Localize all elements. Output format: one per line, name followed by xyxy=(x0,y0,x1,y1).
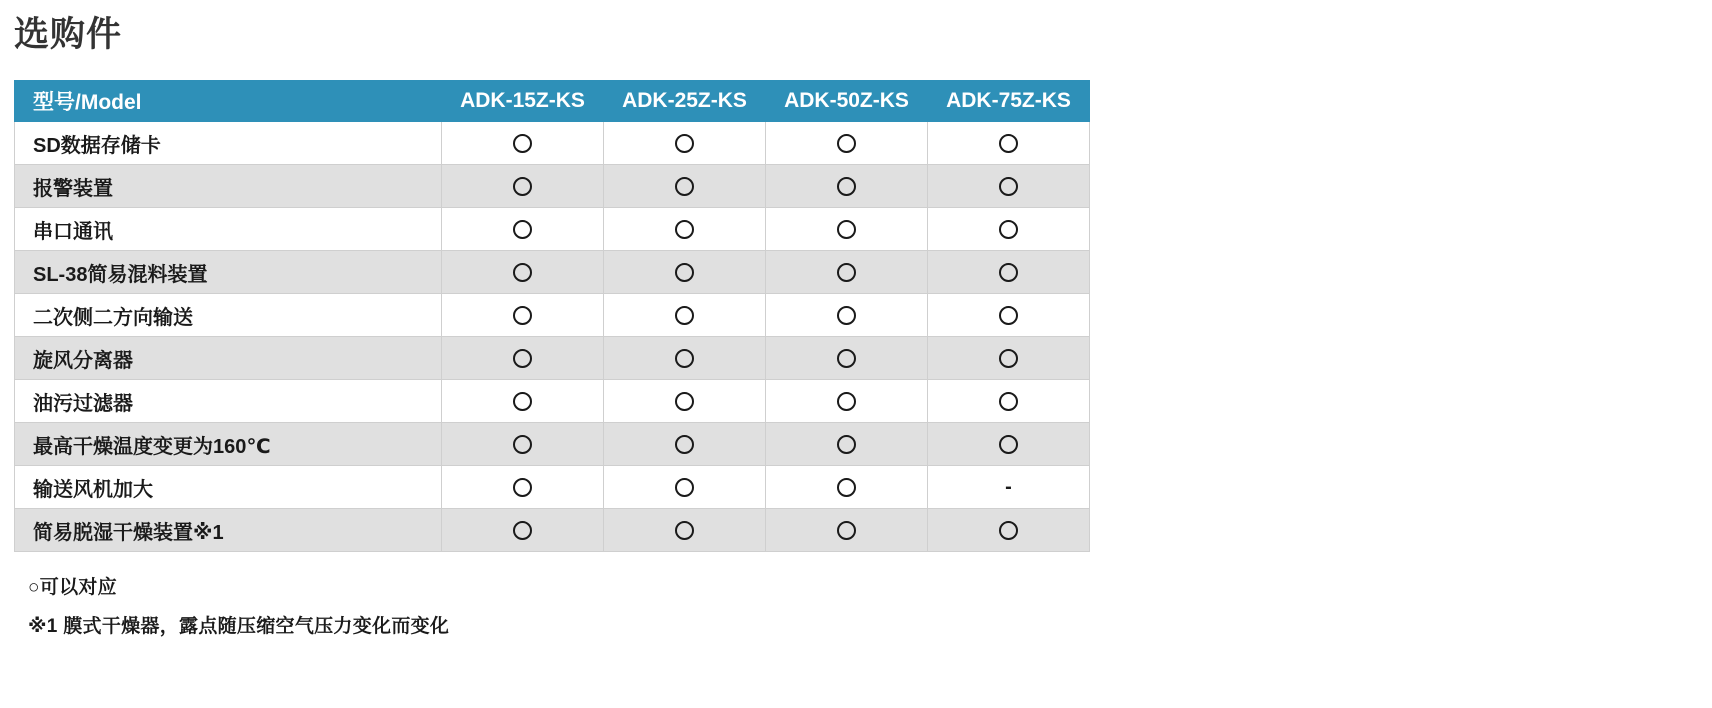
option-value-15z xyxy=(442,251,604,294)
table-row xyxy=(15,509,1090,552)
options-table xyxy=(14,80,1090,552)
options-table-container xyxy=(14,80,1089,552)
option-name: SD数据存储卡 xyxy=(15,122,442,165)
option-value-15z xyxy=(442,509,604,552)
circle-icon xyxy=(837,392,856,411)
table-header xyxy=(15,81,1090,122)
table-header-row xyxy=(15,81,1090,122)
option-value-15z xyxy=(442,466,604,509)
column-header-adk-15z-ks: ADK-15Z-KS xyxy=(442,81,604,122)
circle-icon xyxy=(837,478,856,497)
circle-icon xyxy=(837,263,856,282)
option-value-75z xyxy=(928,122,1090,165)
option-value-25z xyxy=(604,251,766,294)
circle-icon xyxy=(675,177,694,196)
option-value-75z xyxy=(928,423,1090,466)
option-value-15z xyxy=(442,294,604,337)
circle-icon xyxy=(675,521,694,540)
option-value-25z xyxy=(604,208,766,251)
table-row xyxy=(15,423,1090,466)
circle-icon xyxy=(999,306,1018,325)
circle-icon xyxy=(999,177,1018,196)
option-value-25z xyxy=(604,380,766,423)
circle-icon xyxy=(675,349,694,368)
option-name: 简易脱湿干燥装置※1 xyxy=(15,509,442,552)
circle-icon xyxy=(999,435,1018,454)
option-value-75z xyxy=(928,509,1090,552)
option-value-15z xyxy=(442,165,604,208)
circle-icon xyxy=(837,220,856,239)
table-body xyxy=(15,122,1090,552)
table-row xyxy=(15,122,1090,165)
option-value-75z xyxy=(928,380,1090,423)
option-value-25z xyxy=(604,337,766,380)
circle-icon xyxy=(513,263,532,282)
circle-icon xyxy=(837,521,856,540)
circle-icon xyxy=(513,220,532,239)
note-legend-circle: ○可以对应 xyxy=(28,577,117,598)
option-value-25z xyxy=(604,466,766,509)
circle-icon xyxy=(837,435,856,454)
circle-icon xyxy=(675,392,694,411)
option-name: 旋风分离器 xyxy=(15,337,442,380)
circle-icon xyxy=(513,435,532,454)
option-value-50z xyxy=(766,208,928,251)
column-header-adk-50z-ks: ADK-50Z-KS xyxy=(766,81,928,122)
circle-icon xyxy=(999,220,1018,239)
option-value-50z xyxy=(766,337,928,380)
option-value-50z xyxy=(766,380,928,423)
circle-icon xyxy=(837,306,856,325)
option-name: SL-38简易混料装置 xyxy=(15,251,442,294)
option-value-25z xyxy=(604,423,766,466)
circle-icon xyxy=(999,263,1018,282)
option-value-15z xyxy=(442,423,604,466)
dash-mark: - xyxy=(1005,476,1012,499)
option-name: 报警装置 xyxy=(15,165,442,208)
option-value-75z xyxy=(928,165,1090,208)
option-name: 最高干燥温度变更为160℃ xyxy=(15,423,442,466)
option-value-50z xyxy=(766,122,928,165)
option-name: 油污过滤器 xyxy=(15,380,442,423)
option-value-15z xyxy=(442,337,604,380)
column-header-model: 型号/Model xyxy=(15,81,442,122)
option-value-50z xyxy=(766,165,928,208)
circle-icon xyxy=(675,478,694,497)
option-value-75z xyxy=(928,466,1090,509)
circle-icon xyxy=(675,220,694,239)
circle-icon xyxy=(513,349,532,368)
circle-icon xyxy=(513,134,532,153)
circle-icon xyxy=(999,521,1018,540)
circle-icon xyxy=(513,392,532,411)
option-value-75z xyxy=(928,337,1090,380)
table-row xyxy=(15,165,1090,208)
option-value-50z xyxy=(766,509,928,552)
table-row xyxy=(15,251,1090,294)
option-value-15z xyxy=(442,122,604,165)
circle-icon xyxy=(513,306,532,325)
option-value-50z xyxy=(766,466,928,509)
table-row xyxy=(15,294,1090,337)
table-row xyxy=(15,337,1090,380)
circle-icon xyxy=(675,134,694,153)
circle-icon xyxy=(675,263,694,282)
option-value-75z xyxy=(928,208,1090,251)
column-header-adk-75z-ks: ADK-75Z-KS xyxy=(928,81,1090,122)
table-row xyxy=(15,208,1090,251)
option-value-15z xyxy=(442,380,604,423)
notes-section xyxy=(28,578,1712,638)
option-name: 串口通讯 xyxy=(15,208,442,251)
note-footnote-1: ※1 膜式干燥器，露点随压缩空气压力变化而变化 xyxy=(28,615,450,637)
options-page xyxy=(0,8,1712,708)
circle-icon xyxy=(837,177,856,196)
option-value-15z xyxy=(442,208,604,251)
circle-icon xyxy=(837,134,856,153)
page-title: 选购件 xyxy=(14,15,123,54)
circle-icon xyxy=(999,392,1018,411)
column-header-adk-25z-ks: ADK-25Z-KS xyxy=(604,81,766,122)
circle-icon xyxy=(999,134,1018,153)
circle-icon xyxy=(513,521,532,540)
option-value-75z xyxy=(928,294,1090,337)
option-value-50z xyxy=(766,294,928,337)
table-row xyxy=(15,466,1090,509)
table-row xyxy=(15,380,1090,423)
option-name: 二次侧二方向输送 xyxy=(15,294,442,337)
circle-icon xyxy=(513,478,532,497)
option-name: 输送风机加大 xyxy=(15,466,442,509)
circle-icon xyxy=(675,306,694,325)
option-value-25z xyxy=(604,294,766,337)
option-value-25z xyxy=(604,122,766,165)
circle-icon xyxy=(513,177,532,196)
option-value-50z xyxy=(766,251,928,294)
circle-icon xyxy=(675,435,694,454)
option-value-25z xyxy=(604,165,766,208)
option-value-50z xyxy=(766,423,928,466)
circle-icon xyxy=(999,349,1018,368)
circle-icon xyxy=(837,349,856,368)
option-value-75z xyxy=(928,251,1090,294)
option-value-25z xyxy=(604,509,766,552)
